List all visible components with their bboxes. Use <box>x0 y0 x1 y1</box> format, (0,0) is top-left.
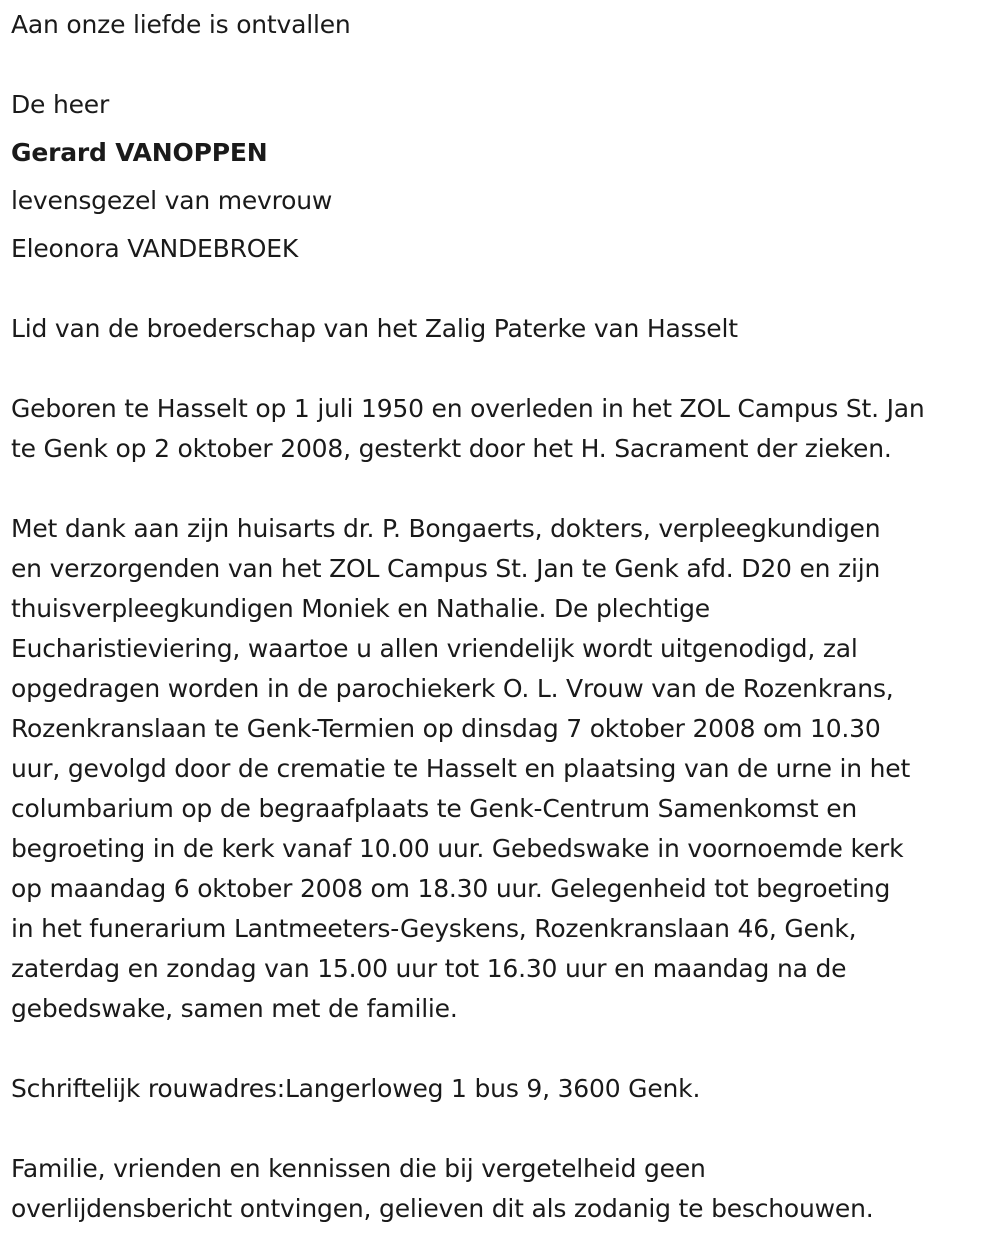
intro-text: Aan onze liefde is ontvallen <box>11 10 351 39</box>
thanks-line: gebedswake, samen met de familie. <box>11 994 458 1023</box>
thanks-line: opgedragen worden in de parochiekerk O. L. Vrouw van de Rozenkrans, <box>11 674 894 703</box>
thanks-line: Rozenkranslaan te Genk-Termien op dinsdag 7 oktober 2008 om 10.30 <box>11 714 881 743</box>
mourning-address: Schriftelijk rouwadres:Langerloweg 1 bus 9, 3600 Genk. <box>11 1074 701 1103</box>
thanks-line: columbarium op de begraafplaats te Genk-Centrum Samenkomst en <box>11 794 858 823</box>
birth-death-line: te Genk op 2 oktober 2008, gesterkt door het H. Sacrament der zieken. <box>11 434 892 463</box>
thanks-line: in het funerarium Lantmeeters-Geyskens, Rozenkranslaan 46, Genk, <box>11 914 857 943</box>
closing-line: Familie, vrienden en kennissen die bij vergetelheid geen <box>11 1154 706 1183</box>
thanks-line: Eucharistieviering, waartoe u allen vriendelijk wordt uitgenodigd, zal <box>11 634 858 663</box>
thanks-line: zaterdag en zondag van 15.00 uur tot 16.30 uur en maandag na de <box>11 954 847 983</box>
membership-text: Lid van de broederschap van het Zalig Paterke van Hasselt <box>11 314 738 343</box>
birth-death-line: Geboren te Hasselt op 1 juli 1950 en overleden in het ZOL Campus St. Jan <box>11 394 925 423</box>
partner-line-1: levensgezel van mevrouw <box>11 186 333 215</box>
thanks-line: thuisverpleegkundigen Moniek en Nathalie. De plechtige <box>11 594 710 623</box>
thanks-line: en verzorgenden van het ZOL Campus St. Jan te Genk afd. D20 en zijn <box>11 554 881 583</box>
closing-line: overlijdensbericht ontvingen, gelieven dit als zodanig te beschouwen. <box>11 1194 874 1223</box>
partner-line-2: Eleonora VANDEBROEK <box>11 234 299 263</box>
deceased-name: Gerard VANOPPEN <box>11 138 268 167</box>
thanks-line: Met dank aan zijn huisarts dr. P. Bongaerts, dokters, verpleegkundigen <box>11 514 881 543</box>
honorific: De heer <box>11 90 110 119</box>
thanks-line: begroeting in de kerk vanaf 10.00 uur. Gebedswake in voornoemde kerk <box>11 834 904 863</box>
thanks-line: op maandag 6 oktober 2008 om 18.30 uur. Gelegenheid tot begroeting <box>11 874 891 903</box>
thanks-line: uur, gevolgd door de crematie te Hasselt en plaatsing van de urne in het <box>11 754 911 783</box>
